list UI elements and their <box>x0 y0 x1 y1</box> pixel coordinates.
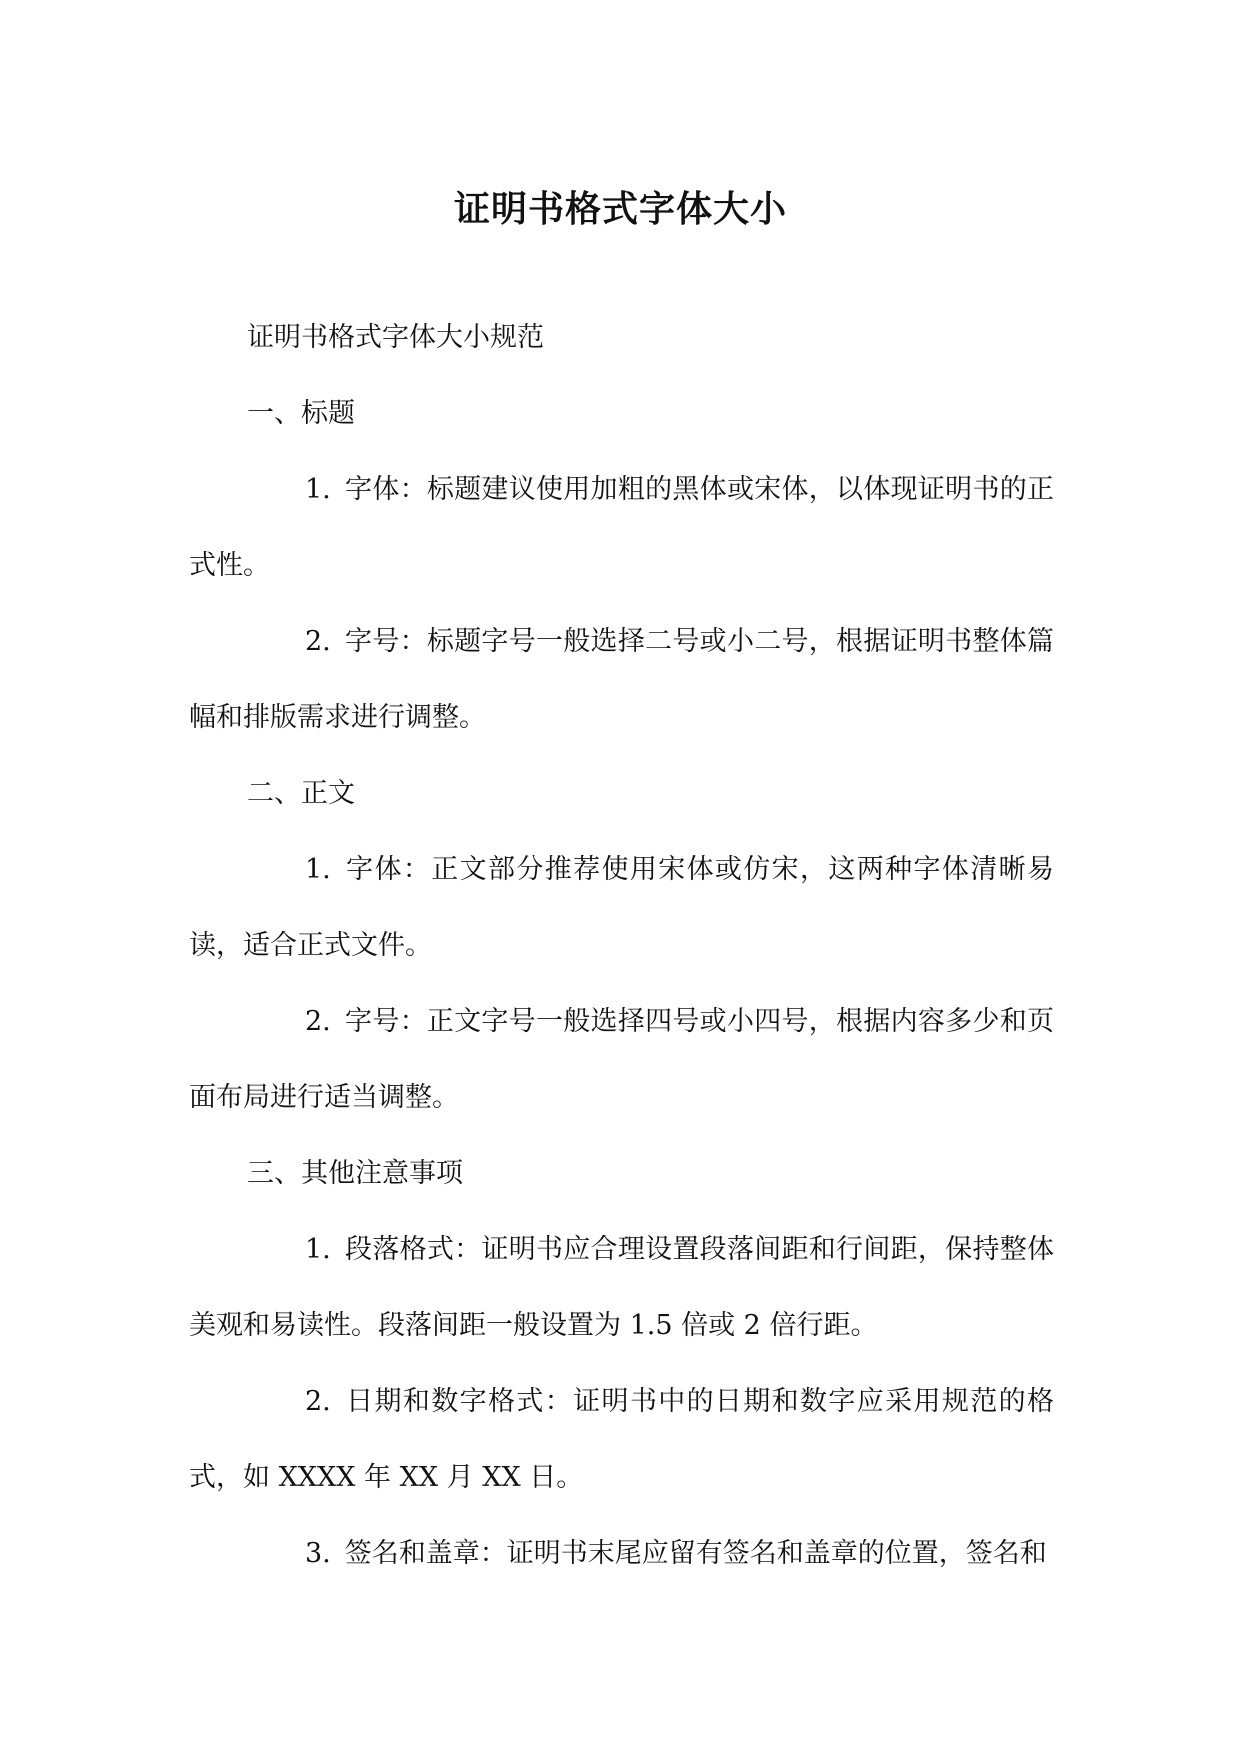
section-heading-title <box>189 376 1054 452</box>
paragraph-text: 字体：标题建议使用加粗的黑体或宋体，以体现证明书的正式性。 <box>189 474 1054 581</box>
document-body <box>189 300 1054 1592</box>
list-item <box>189 1364 1054 1516</box>
list-item <box>189 984 1054 1136</box>
list-item-number: 2. <box>305 1006 331 1037</box>
section-heading-other <box>189 1136 1054 1212</box>
paragraph-text: 证明书格式字体大小规范 <box>247 322 544 353</box>
paragraph-text: 日期和数字格式：证明书中的日期和数字应采用规范的格式，如 XXXX 年 XX 月 XX 日。 <box>189 1386 1054 1493</box>
list-item-number: 3. <box>305 1538 331 1569</box>
list-item-number: 2. <box>305 1386 331 1417</box>
paragraph-text: 字体：正文部分推荐使用宋体或仿宋，这两种字体清晰易读，适合正式文件。 <box>189 854 1054 961</box>
list-item-number: 1. <box>305 474 331 505</box>
paragraph-text: 段落格式：证明书应合理设置段落间距和行间距，保持整体美观和易读性。段落间距一般设置为 1.5 倍或 2 倍行距。 <box>189 1234 1054 1341</box>
list-item <box>189 832 1054 984</box>
list-item-number: 1. <box>305 854 331 885</box>
section-heading-body <box>189 756 1054 832</box>
paragraph-text: 字号：正文字号一般选择四号或小四号，根据内容多少和页面布局进行适当调整。 <box>189 1006 1054 1113</box>
list-item-number: 2. <box>305 626 331 657</box>
document-title: 证明书格式字体大小 <box>453 189 787 230</box>
paragraph-spec-heading <box>189 300 1054 376</box>
paragraph-text: 二、正文 <box>247 778 355 809</box>
list-item <box>189 452 1054 604</box>
list-item <box>189 1516 1054 1592</box>
paragraph-text: 字号：标题字号一般选择二号或小二号，根据证明书整体篇幅和排版需求进行调整。 <box>189 626 1054 733</box>
list-item <box>189 604 1054 756</box>
paragraph-text: 签名和盖章：证明书末尾应留有签名和盖章的位置，签名和 <box>344 1538 1047 1569</box>
paragraph-text: 三、其他注意事项 <box>247 1158 463 1189</box>
list-item-number: 1. <box>305 1234 331 1265</box>
list-item <box>189 1212 1054 1364</box>
paragraph-text: 一、标题 <box>247 398 355 429</box>
